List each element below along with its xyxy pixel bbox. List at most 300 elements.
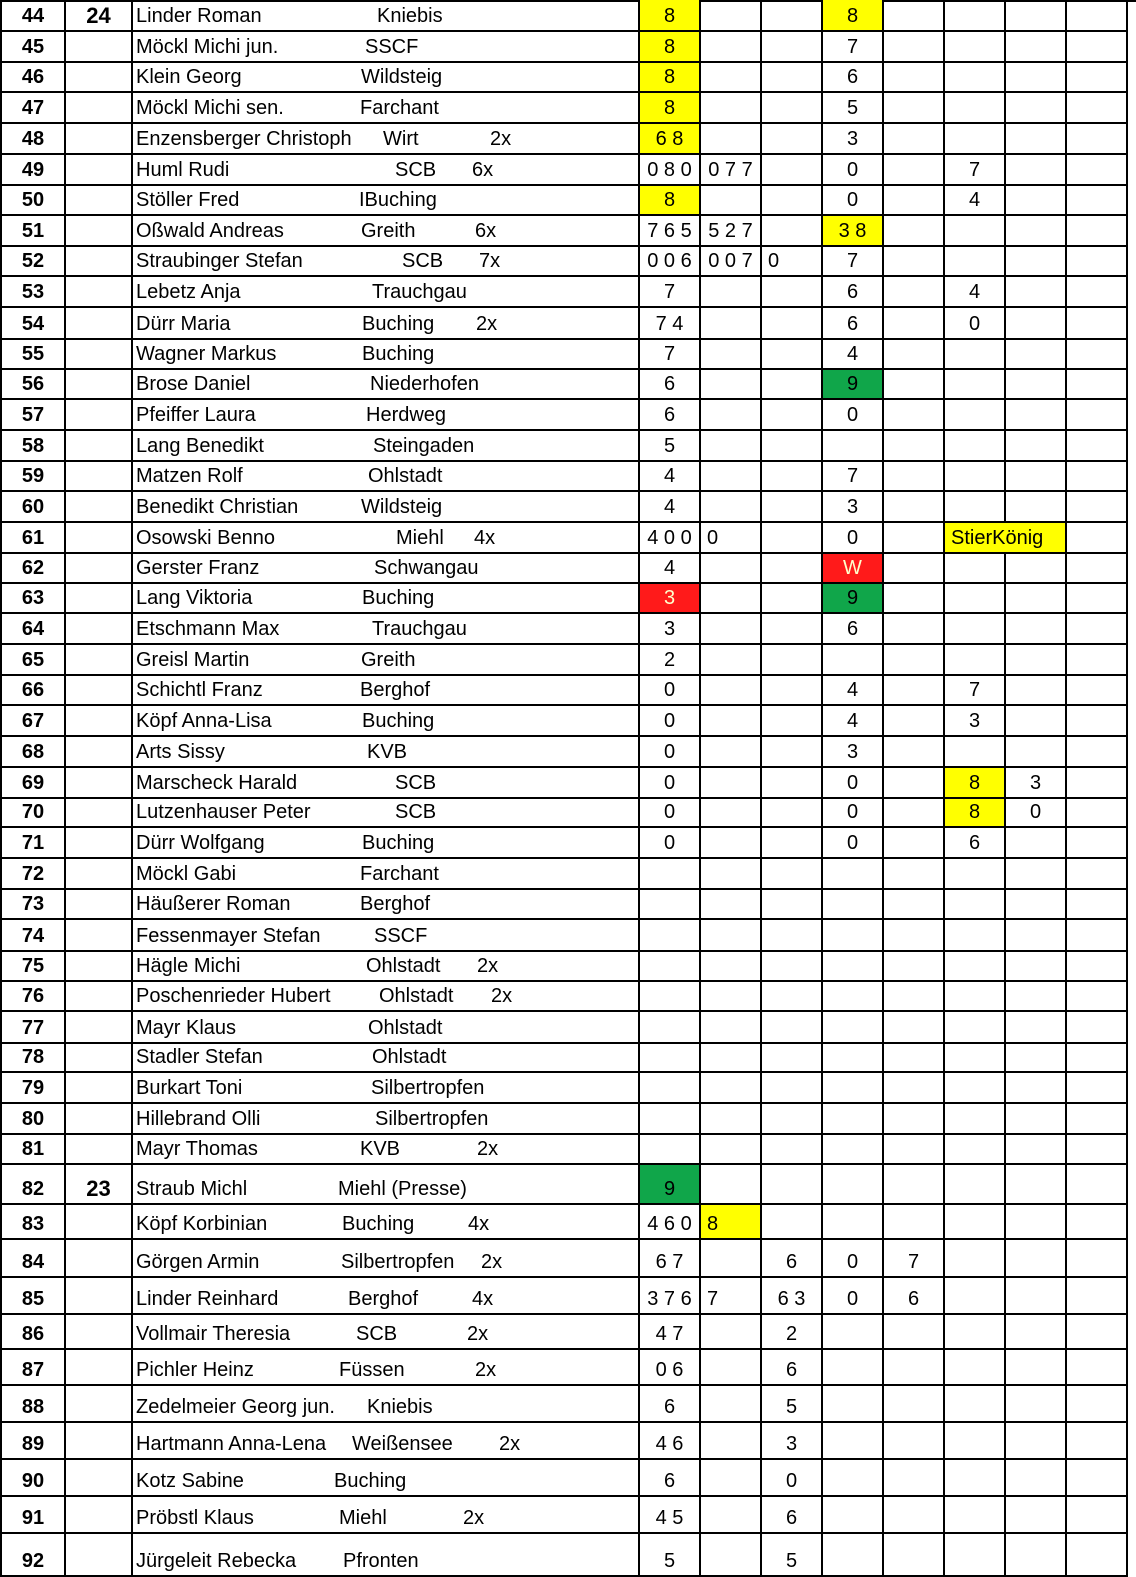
score-cell [640,1240,701,1278]
score-cell [640,1423,701,1460]
score-cell [884,0,945,32]
rank-number: 91 [21,1507,45,1529]
score-cell [945,614,1006,645]
score-cell [884,952,945,982]
score-cell [762,1315,823,1350]
score-cell [945,1423,1006,1460]
score-value: 7 [707,1288,719,1310]
name-cell [133,63,640,93]
score-cell [701,768,762,799]
score-cell [823,554,884,584]
score-cell [823,400,884,431]
club-name: Buching [362,587,435,609]
score-cell [945,768,1006,799]
score-cell [823,768,884,799]
table-row [0,277,1136,308]
rank-cell [0,1104,66,1135]
score-value: 0 [846,801,859,823]
points-cell [66,247,133,277]
club-name: Buching [362,343,435,365]
rank-number: 44 [21,5,45,27]
score-value: 6 [846,281,859,303]
score-cell [640,768,701,799]
score-cell [1006,1135,1067,1165]
table-row [0,737,1136,768]
points-cell [66,1315,133,1350]
player-name: Hägle Michi [136,955,241,977]
score-cell [701,706,762,737]
club-name: Niederhofen [370,373,479,395]
rank-number: 60 [21,496,45,518]
score-cell [1067,462,1128,492]
table-row [0,1012,1136,1044]
score-value: 8 [663,97,676,119]
club-name: Greith [361,220,416,242]
score-cell [1067,1073,1128,1104]
points-cell [66,737,133,768]
score-cell [701,584,762,614]
score-cell [640,1044,701,1073]
rank-cell [0,799,66,828]
score-cell [701,1278,762,1315]
club-name: Füssen [339,1359,405,1381]
score-cell [640,93,701,124]
points-cell [66,584,133,614]
score-cell [823,216,884,247]
score-cell [701,340,762,370]
score-cell [701,1012,762,1044]
club-name: KVB [360,1138,401,1160]
name-cell [133,828,640,859]
score-cell [701,1460,762,1497]
score-cell [1006,63,1067,93]
score-cell [1067,1423,1128,1460]
score-cell [823,1012,884,1044]
score-cell [1006,768,1067,799]
score-value: 7 [907,1251,920,1273]
player-name: Vollmair Theresia [136,1323,291,1345]
rank-cell [0,890,66,920]
score-value: 7 4 [655,313,684,335]
rank-cell [0,340,66,370]
rank-number: 89 [21,1433,45,1455]
points-cell [66,614,133,645]
rank-number: 87 [21,1359,45,1381]
club-name: Farchant [360,97,439,119]
score-value: 3 7 6 [647,1288,692,1310]
name-cell [133,370,640,400]
points-cell [66,93,133,124]
score-cell [884,370,945,400]
table-row [0,431,1136,462]
score-value: 0 [663,832,676,854]
score-value: StierKönig [951,527,1044,549]
club-name: Wildsteig [361,496,443,518]
rank-number: 50 [21,189,45,211]
score-value: 6 [907,1288,920,1310]
score-cell [640,799,701,828]
rank-cell [0,952,66,982]
score-cell [945,93,1006,124]
score-cell [1006,308,1067,340]
score-cell [884,93,945,124]
rank-cell [0,1205,66,1240]
score-value: 9 [846,373,859,395]
score-cell [762,1104,823,1135]
score-cell [823,614,884,645]
score-cell [762,400,823,431]
score-cell [823,0,884,32]
score-value: 0 [846,159,859,181]
score-cell [762,584,823,614]
score-cell [945,920,1006,952]
score-cell [1006,247,1067,277]
club-name: Pfronten [343,1550,419,1572]
rank-number: 68 [21,741,45,763]
score-cell [945,370,1006,400]
score-value: 8 [663,189,676,211]
rank-cell [0,1350,66,1386]
player-name: Greisl Martin [136,649,250,671]
score-cell [640,1534,701,1577]
score-value: 6 [663,1396,676,1418]
name-cell [133,93,640,124]
score-value: 6 8 [655,128,684,150]
score-cell [1067,1240,1128,1278]
score-cell [701,155,762,186]
score-cell [823,370,884,400]
rank-number: 63 [21,587,45,609]
score-cell [945,492,1006,523]
score-cell [762,63,823,93]
score-cell [823,920,884,952]
score-cell [884,277,945,308]
score-value: 5 [785,1396,798,1418]
score-value: 4 [968,281,981,303]
club-name: SSCF [374,925,428,947]
club-name: Buching [362,710,435,732]
score-cell [1006,1423,1067,1460]
score-cell [701,308,762,340]
score-cell [701,1104,762,1135]
score-cell [1006,554,1067,584]
rank-number: 81 [21,1138,45,1160]
score-cell [884,63,945,93]
score-cell [1006,216,1067,247]
score-cell [1006,1350,1067,1386]
score-cell [1006,737,1067,768]
rank-cell [0,706,66,737]
score-cell [1006,0,1067,32]
score-cell [823,492,884,523]
club-name: SSCF [365,36,419,58]
table-row [0,982,1136,1012]
score-cell [701,1534,762,1577]
rank-number: 90 [21,1470,45,1492]
score-value: 0 [846,832,859,854]
table-row [0,859,1136,890]
score-cell [762,1386,823,1423]
rank-number: 64 [21,618,45,640]
table-row [0,0,1136,32]
rank-cell [0,676,66,706]
player-name: Poschenrieder Hubert [136,985,331,1007]
score-cell [945,799,1006,828]
score-cell [1067,952,1128,982]
score-value: 8 [663,66,676,88]
club-name: Buching [334,1470,407,1492]
score-cell [1067,1135,1128,1165]
score-cell [762,93,823,124]
rank-number: 73 [21,893,45,915]
attempt-count: 2x [477,955,499,977]
score-cell [823,124,884,155]
points-cell [66,706,133,737]
score-cell [701,462,762,492]
score-cell [1067,920,1128,952]
score-cell [762,1423,823,1460]
points-cell [66,676,133,706]
score-cell [1006,1386,1067,1423]
attempt-count: 6x [475,220,497,242]
player-name: Dürr Maria [136,313,231,335]
name-cell [133,1073,640,1104]
score-cell [884,737,945,768]
points-cell [66,1534,133,1577]
score-cell [1067,1460,1128,1497]
score-cell [762,1205,823,1240]
player-name: Möckl Michi jun. [136,36,279,58]
score-cell [640,584,701,614]
score-value: 5 [785,1550,798,1572]
rank-cell [0,1534,66,1577]
score-cell [701,737,762,768]
score-cell [701,1350,762,1386]
score-cell [1006,1104,1067,1135]
score-cell [640,1386,701,1423]
rank-number: 80 [21,1108,45,1130]
points-cell [66,859,133,890]
score-cell [884,1534,945,1577]
rank-number: 45 [21,36,45,58]
score-cell [701,400,762,431]
score-cell [945,1534,1006,1577]
score-cell [945,982,1006,1012]
score-cell [884,400,945,431]
score-cell [823,1240,884,1278]
score-value: 6 [663,1470,676,1492]
rank-number: 46 [21,66,45,88]
rank-number: 56 [21,373,45,395]
score-cell [640,676,701,706]
score-cell [884,645,945,676]
score-cell [701,1135,762,1165]
name-cell [133,920,640,952]
score-value: 4 [968,189,981,211]
score-cell [1067,1315,1128,1350]
score-cell [884,308,945,340]
score-value: 8 [707,1213,719,1235]
table-row [0,1044,1136,1073]
score-cell [1006,706,1067,737]
score-cell [762,768,823,799]
score-cell [884,1205,945,1240]
score-cell [823,1278,884,1315]
club-name: Weißensee [352,1433,453,1455]
score-cell [640,247,701,277]
score-cell [640,1165,701,1205]
club-name: Wildsteig [361,66,443,88]
name-cell [133,1497,640,1534]
score-cell [762,706,823,737]
player-name: Linder Roman [136,5,262,27]
score-cell [640,431,701,462]
rank-cell [0,277,66,308]
player-name: Pröbstl Klaus [136,1507,254,1529]
name-cell [133,554,640,584]
score-cell [701,186,762,216]
points-cell [66,124,133,155]
score-cell [701,1240,762,1278]
attempt-count: 2x [475,1359,497,1381]
score-value: 0 [846,527,859,549]
player-name: Straubinger Stefan [136,250,303,272]
score-value: 2 [785,1323,798,1345]
name-cell [133,584,640,614]
points-cell [66,63,133,93]
score-cell [884,890,945,920]
score-cell [945,1012,1006,1044]
score-cell [762,1497,823,1534]
score-cell [884,1350,945,1386]
score-cell [762,859,823,890]
rank-cell [0,308,66,340]
score-cell [1006,890,1067,920]
score-cell [701,247,762,277]
club-name: Berghof [360,893,431,915]
club-name: Steingaden [373,435,475,457]
score-cell [884,1012,945,1044]
name-cell [133,32,640,63]
points-cell [66,32,133,63]
player-name: Görgen Armin [136,1251,260,1273]
player-name: Schichtl Franz [136,679,263,701]
name-cell [133,216,640,247]
rank-number: 75 [21,955,45,977]
points-cell [66,1073,133,1104]
score-cell [701,952,762,982]
rank-cell [0,737,66,768]
name-cell [133,308,640,340]
points-cell [66,952,133,982]
table-row [0,1104,1136,1135]
rank-number: 69 [21,772,45,794]
score-cell [1006,155,1067,186]
attempt-count: 2x [476,313,498,335]
rank-cell [0,216,66,247]
score-cell [1067,400,1128,431]
points-cell [66,431,133,462]
score-cell [640,0,701,32]
rank-cell [0,63,66,93]
score-cell [823,277,884,308]
score-cell [762,186,823,216]
name-cell [133,1386,640,1423]
score-cell [823,1386,884,1423]
score-cell [823,1135,884,1165]
club-name: SCB [395,801,437,823]
table-row [0,584,1136,614]
name-cell [133,462,640,492]
score-cell [1067,1104,1128,1135]
club-name: Silbertropfen [371,1077,485,1099]
score-cell [1006,1205,1067,1240]
name-cell [133,676,640,706]
score-cell [1067,859,1128,890]
score-cell [823,799,884,828]
score-cell [823,982,884,1012]
score-cell [762,952,823,982]
score-cell [1006,340,1067,370]
rank-cell [0,523,66,554]
score-cell [1067,523,1128,554]
score-cell [1006,492,1067,523]
score-cell [945,216,1006,247]
table-row [0,1497,1136,1534]
score-cell [823,952,884,982]
score-cell [701,1165,762,1205]
rank-cell [0,370,66,400]
player-name: Möckl Gabi [136,863,237,885]
score-cell [762,1350,823,1386]
score-cell [884,859,945,890]
score-cell [1006,920,1067,952]
rank-cell [0,859,66,890]
score-cell [1067,737,1128,768]
score-cell [1067,370,1128,400]
rank-cell [0,1315,66,1350]
score-cell [884,186,945,216]
player-name: Jürgeleit Rebecka [136,1550,297,1572]
points-cell [66,370,133,400]
score-cell [1067,186,1128,216]
score-value: 4 [846,710,859,732]
score-cell [701,431,762,462]
name-cell [133,431,640,462]
name-cell [133,1104,640,1135]
score-cell [1067,492,1128,523]
score-cell [823,1044,884,1073]
rank-number: 83 [21,1213,45,1235]
score-value: 7 [846,250,859,272]
score-cell [762,554,823,584]
score-cell [1006,614,1067,645]
rank-cell [0,920,66,952]
player-name: Osowski Benno [136,527,275,549]
name-cell [133,799,640,828]
score-value: 0 [846,772,859,794]
score-value: 0 [846,1288,859,1310]
score-cell [701,1205,762,1240]
score-value: 0 0 6 [647,250,692,272]
table-row [0,155,1136,186]
score-cell [945,400,1006,431]
score-cell [945,952,1006,982]
score-cell [823,93,884,124]
score-cell [762,645,823,676]
rank-number: 49 [21,159,45,181]
score-cell [1006,676,1067,706]
